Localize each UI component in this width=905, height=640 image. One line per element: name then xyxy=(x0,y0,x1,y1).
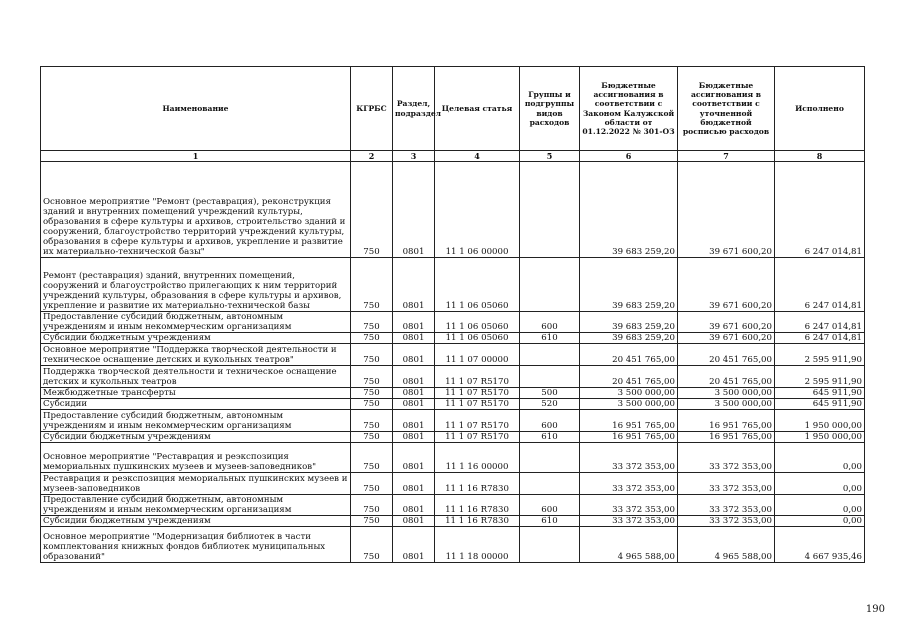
row-target: 11 1 16 00000 xyxy=(435,443,520,473)
row-refined-allocation: 33 372 353,00 xyxy=(678,473,775,495)
row-name: Предоставление субсидий бюджетным, автономным учреждениям и иным некоммерческим организациям xyxy=(41,410,351,432)
row-refined-allocation: 16 951 765,00 xyxy=(678,432,775,443)
row-kgrbs: 750 xyxy=(351,388,393,399)
row-refined-allocation: 3 500 000,00 xyxy=(678,388,775,399)
row-section: 0801 xyxy=(393,162,435,258)
row-name: Основное мероприятие "Поддержка творческой деятельности и техническое оснащение детских и кукольных театров" xyxy=(41,344,351,366)
row-section: 0801 xyxy=(393,473,435,495)
row-executed: 6 247 014,81 xyxy=(775,162,865,258)
row-target: 11 1 06 05060 xyxy=(435,333,520,344)
row-kgrbs: 750 xyxy=(351,495,393,516)
row-refined-allocation: 3 500 000,00 xyxy=(678,399,775,410)
table-row xyxy=(41,473,865,495)
row-executed: 1 950 000,00 xyxy=(775,432,865,443)
table-row xyxy=(41,399,865,410)
header-groups: Группы и подгруппы видов расходов xyxy=(520,67,580,151)
row-refined-allocation: 20 451 765,00 xyxy=(678,344,775,366)
row-section: 0801 xyxy=(393,432,435,443)
row-target: 11 1 16 R7830 xyxy=(435,473,520,495)
row-executed: 645 911,90 xyxy=(775,399,865,410)
header-kgrbs: КГРБС xyxy=(351,67,393,151)
row-kgrbs: 750 xyxy=(351,432,393,443)
row-group xyxy=(520,344,580,366)
row-target: 11 1 06 00000 xyxy=(435,162,520,258)
row-name: Ремонт (реставрация) зданий, внутренних помещений, сооружений и благоустройство прилегающих к ним территорий учреждений культуры, образования в сфере культуры и архивов, укрепление и развитие их материально-технической базы xyxy=(41,258,351,312)
column-number-row xyxy=(41,151,865,162)
row-target: 11 1 16 R7830 xyxy=(435,495,520,516)
row-name: Субсидии бюджетным учреждениям xyxy=(41,333,351,344)
row-executed: 0,00 xyxy=(775,443,865,473)
row-law-allocation: 33 372 353,00 xyxy=(580,443,678,473)
row-name: Предоставление субсидий бюджетным, автономным учреждениям и иным некоммерческим организациям xyxy=(41,312,351,333)
row-executed: 0,00 xyxy=(775,473,865,495)
column-number: 5 xyxy=(520,151,580,162)
row-name: Субсидии бюджетным учреждениям xyxy=(41,516,351,527)
budget-table-sheet xyxy=(40,66,865,563)
table-row xyxy=(41,495,865,516)
row-section: 0801 xyxy=(393,410,435,432)
header-executed: Исполнено xyxy=(775,67,865,151)
row-law-allocation: 20 451 765,00 xyxy=(580,344,678,366)
row-target: 11 1 18 00000 xyxy=(435,527,520,563)
row-group: 520 xyxy=(520,399,580,410)
row-executed: 1 950 000,00 xyxy=(775,410,865,432)
row-refined-allocation: 4 965 588,00 xyxy=(678,527,775,563)
row-target: 11 1 07 R5170 xyxy=(435,388,520,399)
row-group xyxy=(520,258,580,312)
row-refined-allocation: 39 671 600,20 xyxy=(678,162,775,258)
table-row xyxy=(41,388,865,399)
row-law-allocation: 39 683 259,20 xyxy=(580,162,678,258)
row-section: 0801 xyxy=(393,366,435,388)
row-target: 11 1 06 05060 xyxy=(435,258,520,312)
column-number: 2 xyxy=(351,151,393,162)
row-name: Субсидии бюджетным учреждениям xyxy=(41,432,351,443)
row-executed: 0,00 xyxy=(775,516,865,527)
row-kgrbs: 750 xyxy=(351,366,393,388)
column-number: 3 xyxy=(393,151,435,162)
row-law-allocation: 20 451 765,00 xyxy=(580,366,678,388)
row-kgrbs: 750 xyxy=(351,258,393,312)
row-group xyxy=(520,527,580,563)
row-name: Основное мероприятие "Реставрация и реэкспозиция мемориальных пушкинских музеев и музеев-заповедников" xyxy=(41,443,351,473)
table-body xyxy=(41,162,865,563)
row-group xyxy=(520,443,580,473)
row-executed: 2 595 911,90 xyxy=(775,344,865,366)
row-law-allocation: 33 372 353,00 xyxy=(580,516,678,527)
table-row xyxy=(41,410,865,432)
table-row xyxy=(41,333,865,344)
table-row xyxy=(41,366,865,388)
row-section: 0801 xyxy=(393,312,435,333)
table-row xyxy=(41,258,865,312)
row-law-allocation: 3 500 000,00 xyxy=(580,388,678,399)
row-executed: 0,00 xyxy=(775,495,865,516)
row-group xyxy=(520,366,580,388)
row-executed: 2 595 911,90 xyxy=(775,366,865,388)
row-group: 600 xyxy=(520,410,580,432)
page-number: 190 xyxy=(865,604,885,615)
row-law-allocation: 3 500 000,00 xyxy=(580,399,678,410)
row-group: 500 xyxy=(520,388,580,399)
row-section: 0801 xyxy=(393,344,435,366)
row-target: 11 1 07 R5170 xyxy=(435,399,520,410)
column-number: 1 xyxy=(41,151,351,162)
table-row xyxy=(41,443,865,473)
row-target: 11 1 06 05060 xyxy=(435,312,520,333)
row-refined-allocation: 33 372 353,00 xyxy=(678,443,775,473)
table-row xyxy=(41,344,865,366)
row-law-allocation: 39 683 259,20 xyxy=(580,258,678,312)
row-group: 610 xyxy=(520,333,580,344)
row-kgrbs: 750 xyxy=(351,527,393,563)
row-kgrbs: 750 xyxy=(351,312,393,333)
row-target: 11 1 07 R5170 xyxy=(435,366,520,388)
row-group: 610 xyxy=(520,432,580,443)
row-executed: 4 667 935,46 xyxy=(775,527,865,563)
row-target: 11 1 07 R5170 xyxy=(435,410,520,432)
table-row xyxy=(41,312,865,333)
row-target: 11 1 07 00000 xyxy=(435,344,520,366)
row-refined-allocation: 39 671 600,20 xyxy=(678,312,775,333)
row-kgrbs: 750 xyxy=(351,410,393,432)
row-kgrbs: 750 xyxy=(351,162,393,258)
row-law-allocation: 33 372 353,00 xyxy=(580,473,678,495)
row-section: 0801 xyxy=(393,388,435,399)
row-section: 0801 xyxy=(393,495,435,516)
row-refined-allocation: 39 671 600,20 xyxy=(678,258,775,312)
row-law-allocation: 33 372 353,00 xyxy=(580,495,678,516)
table-row xyxy=(41,527,865,563)
header-target: Целевая статья xyxy=(435,67,520,151)
row-group: 600 xyxy=(520,495,580,516)
column-number: 6 xyxy=(580,151,678,162)
row-section: 0801 xyxy=(393,443,435,473)
table-row xyxy=(41,432,865,443)
row-name: Основное мероприятие "Ремонт (реставрация), реконструкция зданий и внутренних помещений учреждений культуры, образования в сфере культуры и архивов, строительство зданий и сооружений, благоустройство территорий учреждений культуры, образования в сфере культуры и архивов, укрепление и развитие их материально-технической базы" xyxy=(41,162,351,258)
row-section: 0801 xyxy=(393,399,435,410)
row-section: 0801 xyxy=(393,516,435,527)
row-name: Поддержка творческой деятельности и техническое оснащение детских и кукольных театров xyxy=(41,366,351,388)
row-law-allocation: 39 683 259,20 xyxy=(580,312,678,333)
row-target: 11 1 07 R5170 xyxy=(435,432,520,443)
row-kgrbs: 750 xyxy=(351,473,393,495)
row-section: 0801 xyxy=(393,333,435,344)
row-refined-allocation: 16 951 765,00 xyxy=(678,410,775,432)
row-kgrbs: 750 xyxy=(351,399,393,410)
row-group: 610 xyxy=(520,516,580,527)
row-refined-allocation: 33 372 353,00 xyxy=(678,516,775,527)
row-refined-allocation: 20 451 765,00 xyxy=(678,366,775,388)
row-kgrbs: 750 xyxy=(351,333,393,344)
row-name: Предоставление субсидий бюджетным, автономным учреждениям и иным некоммерческим организациям xyxy=(41,495,351,516)
row-group xyxy=(520,162,580,258)
column-number: 4 xyxy=(435,151,520,162)
header-name: Наименование xyxy=(41,67,351,151)
row-target: 11 1 16 R7830 xyxy=(435,516,520,527)
row-executed: 6 247 014,81 xyxy=(775,312,865,333)
row-section: 0801 xyxy=(393,258,435,312)
row-refined-allocation: 39 671 600,20 xyxy=(678,333,775,344)
row-group: 600 xyxy=(520,312,580,333)
row-executed: 645 911,90 xyxy=(775,388,865,399)
row-law-allocation: 39 683 259,20 xyxy=(580,333,678,344)
row-executed: 6 247 014,81 xyxy=(775,258,865,312)
row-name: Основное мероприятие "Модернизация библиотек в части комплектования книжных фондов библиотек муниципальных образований" xyxy=(41,527,351,563)
row-law-allocation: 16 951 765,00 xyxy=(580,410,678,432)
table-header-row xyxy=(41,67,865,151)
header-refined-allocation: Бюджетные ассигнования в соответствии с уточненной бюджетной росписью расходов xyxy=(678,67,775,151)
row-kgrbs: 750 xyxy=(351,344,393,366)
table-row xyxy=(41,162,865,258)
row-kgrbs: 750 xyxy=(351,443,393,473)
header-law-allocation: Бюджетные ассигнования в соответствии с Законом Калужской области от 01.12.2022 № 301-ОЗ xyxy=(580,67,678,151)
table-row xyxy=(41,516,865,527)
row-name: Реставрация и реэкспозиция мемориальных пушкинских музеев и музеев-заповедников xyxy=(41,473,351,495)
row-name: Межбюджетные трансферты xyxy=(41,388,351,399)
budget-table xyxy=(40,66,865,563)
row-name: Субсидии xyxy=(41,399,351,410)
row-section: 0801 xyxy=(393,527,435,563)
row-law-allocation: 4 965 588,00 xyxy=(580,527,678,563)
row-executed: 6 247 014,81 xyxy=(775,333,865,344)
row-refined-allocation: 33 372 353,00 xyxy=(678,495,775,516)
row-group xyxy=(520,473,580,495)
row-kgrbs: 750 xyxy=(351,516,393,527)
column-number: 7 xyxy=(678,151,775,162)
row-law-allocation: 16 951 765,00 xyxy=(580,432,678,443)
header-section: Раздел, подраздел xyxy=(393,67,435,151)
column-number: 8 xyxy=(775,151,865,162)
